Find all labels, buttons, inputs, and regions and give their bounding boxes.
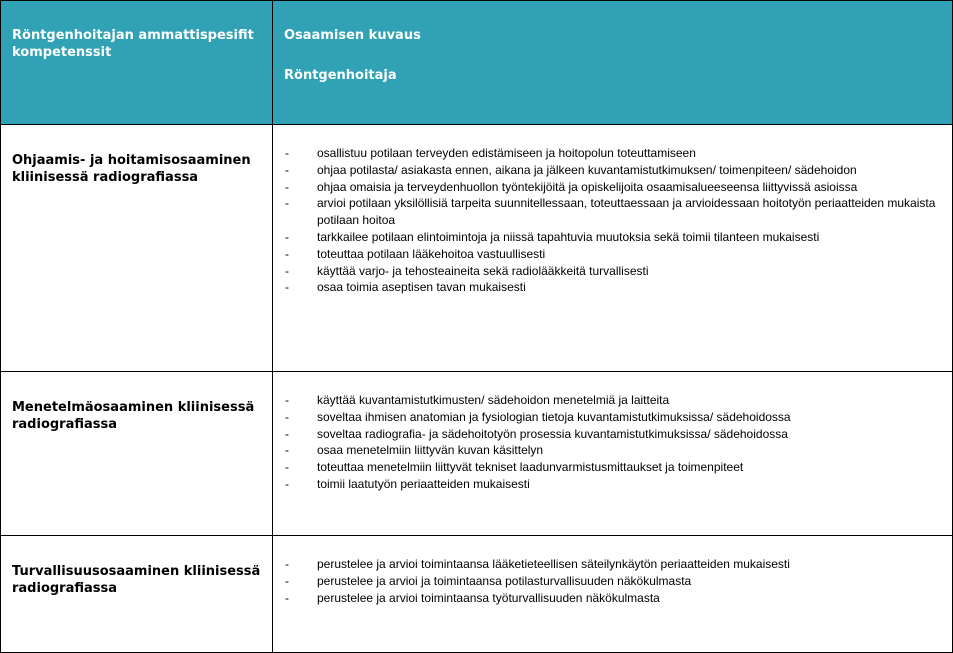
dash-bullet-icon: - [285,590,289,605]
list-item [285,195,944,229]
list-item-text: soveltaa ihmisen anatomian ja fysiologian tietoja kuvantamistutkimuksissa/ sädehoidossa [317,409,791,424]
list-item [285,556,944,573]
dash-bullet-icon: - [285,263,289,278]
description-list [285,392,944,493]
list-item-text: käyttää varjo- ja tehosteaineita sekä radiolääkkeitä turvallisesti [317,263,649,278]
dash-bullet-icon: - [285,229,289,244]
competence-description [273,125,953,372]
list-item-text: toteuttaa menetelmiin liittyvät tekniset laadunvarmistusmittaukset ja toimenpiteet [317,460,744,475]
list-item-text: toimii laatutyön periaatteiden mukaisesti [317,476,530,491]
list-item-text: ohjaa omaisia ja terveydenhuollon työntekijöitä ja opiskelijoita osaamisalueeseensa liittyvissä asioissa [317,179,858,194]
table-row [1,125,953,372]
competence-description [273,536,953,653]
list-item-text: käyttää kuvantamistutkimusten/ sädehoidon menetelmiä ja laitteita [317,393,670,407]
dash-bullet-icon: - [285,426,289,441]
list-item [285,459,944,476]
table-row [1,536,953,653]
list-item [285,573,944,590]
header-description-subtitle: Röntgenhoitaja [284,68,397,83]
dash-bullet-icon: - [285,443,289,458]
list-item [285,162,944,179]
list-item-text: arvioi potilaan yksilöllisiä tarpeita suunnitellessaan, toteuttaessaan ja arvioidessaan hoitotyön periaatteiden mukaista potilaan hoitoa [317,196,936,228]
list-item [285,246,944,263]
list-item-text: osaa toimia aseptisen tavan mukaisesti [317,280,526,295]
list-item [285,279,944,296]
list-item [285,476,944,493]
competence-label: Ohjaamis- ja hoitamisosaaminen kliinisessä radiografiassa [1,125,273,372]
list-item [285,590,944,607]
header-competences-label: Röntgenhoitajan ammattispesifit kompetenssit [12,28,254,60]
dash-bullet-icon: - [285,393,289,407]
dash-bullet-icon: - [285,476,289,491]
list-item-text: perustelee ja arvioi toimintaansa lääketieteellisen säteilynkäytön periaatteiden mukaisesti [317,557,790,571]
list-item-text: ohjaa potilasta/ asiakasta ennen, aikana ja jälkeen kuvantamistutkimuksen/ toimenpiteen/ sädehoidon [317,162,857,177]
dash-bullet-icon: - [285,246,289,261]
dash-bullet-icon: - [285,162,289,177]
list-item [285,426,944,443]
dash-bullet-icon: - [285,146,289,160]
table-header-row [1,1,953,125]
dash-bullet-icon: - [285,280,289,295]
competence-label: Turvallisuusosaaminen kliinisessä radiografiassa [1,536,273,653]
list-item-text: perustelee ja arvioi toimintaansa työturvallisuuden näkökulmasta [317,590,660,605]
dash-bullet-icon: - [285,179,289,194]
list-item [285,263,944,280]
list-item [285,409,944,426]
list-item-text: osallistuu potilaan terveyden edistämiseen ja hoitopolun toteuttamiseen [317,146,696,160]
list-item-text: osaa menetelmiin liittyvän kuvan käsittelyn [317,443,544,458]
dash-bullet-icon: - [285,196,289,211]
description-list [285,556,944,606]
dash-bullet-icon: - [285,409,289,424]
list-item-text: soveltaa radiografia- ja sädehoitotyön prosessia kuvantamistutkimuksissa/ sädehoidossa [317,426,788,441]
dash-bullet-icon: - [285,573,289,588]
header-description [273,1,953,125]
list-item [285,392,944,409]
list-item-text: toteuttaa potilaan lääkehoitoa vastuullisesti [317,246,546,261]
table-row [1,372,953,536]
description-list [285,145,944,296]
header-description-title: Osaamisen kuvaus [284,28,421,43]
list-item [285,442,944,459]
dash-bullet-icon: - [285,557,289,571]
list-item-text: tarkkailee potilaan elintoimintoja ja niissä tapahtuvia muutoksia sekä toimii tilanteen mukaisesti [317,229,820,244]
dash-bullet-icon: - [285,460,289,475]
header-competences [1,1,273,125]
list-item-text: perustelee ja arvioi ja toimintaansa potilasturvallisuuden näkökulmasta [317,573,692,588]
competence-label: Menetelmäosaaminen kliinisessä radiografiassa [1,372,273,536]
list-item [285,179,944,196]
list-item [285,145,944,162]
competence-description [273,372,953,536]
list-item [285,229,944,246]
